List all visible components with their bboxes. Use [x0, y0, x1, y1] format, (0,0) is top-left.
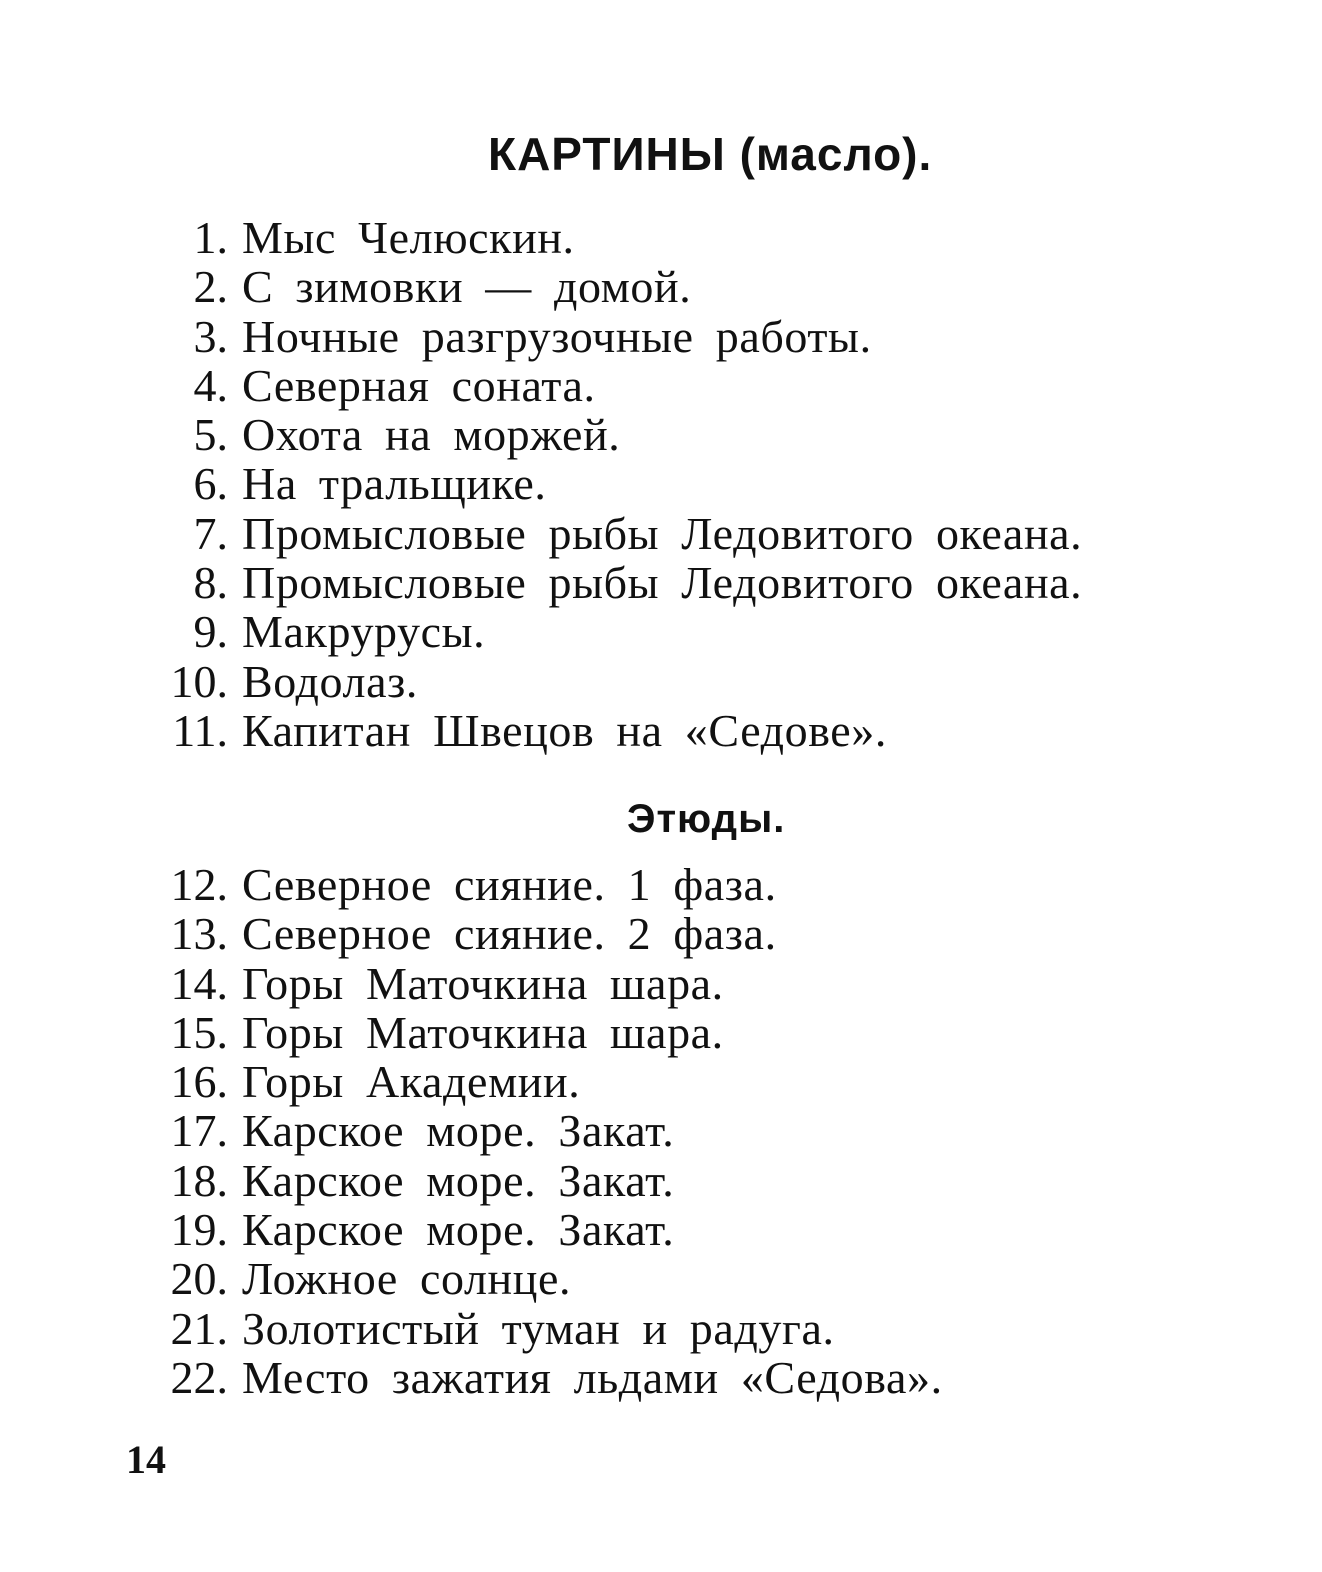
item-number: 3.	[193, 310, 228, 362]
list-item	[150, 706, 1082, 755]
item-title: Мыс Челюскин.	[242, 212, 575, 263]
item-number: 12.	[170, 859, 228, 910]
section-heading-studies: Этюды.	[627, 797, 786, 841]
item-number: 15.	[170, 1006, 228, 1058]
item-title: Карское море. Закат.	[242, 1154, 675, 1206]
item-title: На тральщике.	[242, 458, 547, 510]
list-item	[150, 312, 1082, 361]
item-title: Макрурусы.	[242, 606, 486, 658]
paintings-list	[150, 213, 1082, 755]
list-item	[150, 1353, 943, 1402]
item-title: Охота на моржей.	[242, 409, 621, 461]
item-number: 17.	[170, 1105, 228, 1157]
item-title: Ложное солнце.	[242, 1253, 572, 1305]
item-title: Горы Маточкина шара.	[242, 1006, 724, 1058]
page-number: 14	[126, 1437, 166, 1482]
list-item	[150, 909, 943, 958]
item-number: 18.	[170, 1154, 228, 1206]
item-title: Промысловые рыбы Ледовитого океана.	[242, 507, 1083, 559]
item-number: 1.	[193, 212, 228, 263]
item-title: Северное сияние. 1 фаза.	[242, 859, 777, 910]
item-title: Ночные разгрузочные работы.	[242, 310, 872, 362]
item-number: 11.	[172, 704, 228, 756]
item-number: 6.	[193, 458, 228, 510]
item-number: 8.	[193, 557, 228, 609]
item-title: Северная соната.	[242, 359, 596, 411]
item-number: 22.	[170, 1351, 228, 1403]
list-item	[150, 262, 1082, 311]
item-title: Водолаз.	[242, 655, 418, 707]
item-title: Северное сияние. 2 фаза.	[242, 908, 777, 960]
item-title: Место зажатия льдами «Седова».	[242, 1351, 943, 1403]
item-title: Горы Академии.	[242, 1056, 581, 1108]
item-number: 13.	[170, 908, 228, 960]
list-item	[150, 1205, 943, 1254]
item-title: С зимовки — домой.	[242, 261, 692, 313]
list-item	[150, 1254, 943, 1303]
item-number: 14.	[170, 957, 228, 1009]
studies-list	[150, 860, 943, 1402]
list-item	[150, 1008, 943, 1057]
list-item	[150, 860, 943, 909]
item-title: Горы Маточкина шара.	[242, 957, 724, 1009]
item-title: Карское море. Закат.	[242, 1204, 675, 1256]
item-number: 10.	[170, 655, 228, 707]
list-item	[150, 1156, 943, 1205]
list-item	[150, 410, 1082, 459]
list-item	[150, 959, 943, 1008]
section-heading-paintings: КАРТИНЫ (масло).	[488, 128, 933, 180]
list-item	[150, 1057, 943, 1106]
list-item	[150, 1304, 943, 1353]
item-title: Золотистый туман и радуга.	[242, 1302, 835, 1354]
list-item	[150, 1106, 943, 1155]
item-title: Промысловые рыбы Ледовитого океана.	[242, 557, 1083, 609]
item-number: 20.	[170, 1253, 228, 1305]
item-number: 2.	[193, 261, 228, 313]
list-item	[150, 607, 1082, 656]
item-number: 5.	[193, 409, 228, 461]
list-item	[150, 213, 1082, 262]
item-number: 16.	[170, 1056, 228, 1108]
list-item	[150, 558, 1082, 607]
list-item	[150, 509, 1082, 558]
item-number: 19.	[170, 1204, 228, 1256]
item-number: 7.	[193, 507, 228, 559]
item-number: 9.	[193, 606, 228, 658]
list-item	[150, 361, 1082, 410]
item-number: 4.	[193, 359, 228, 411]
list-item	[150, 657, 1082, 706]
list-item	[150, 459, 1082, 508]
item-title: Карское море. Закат.	[242, 1105, 675, 1157]
item-number: 21.	[170, 1302, 228, 1354]
item-title: Капитан Швецов на «Седове».	[242, 704, 887, 756]
